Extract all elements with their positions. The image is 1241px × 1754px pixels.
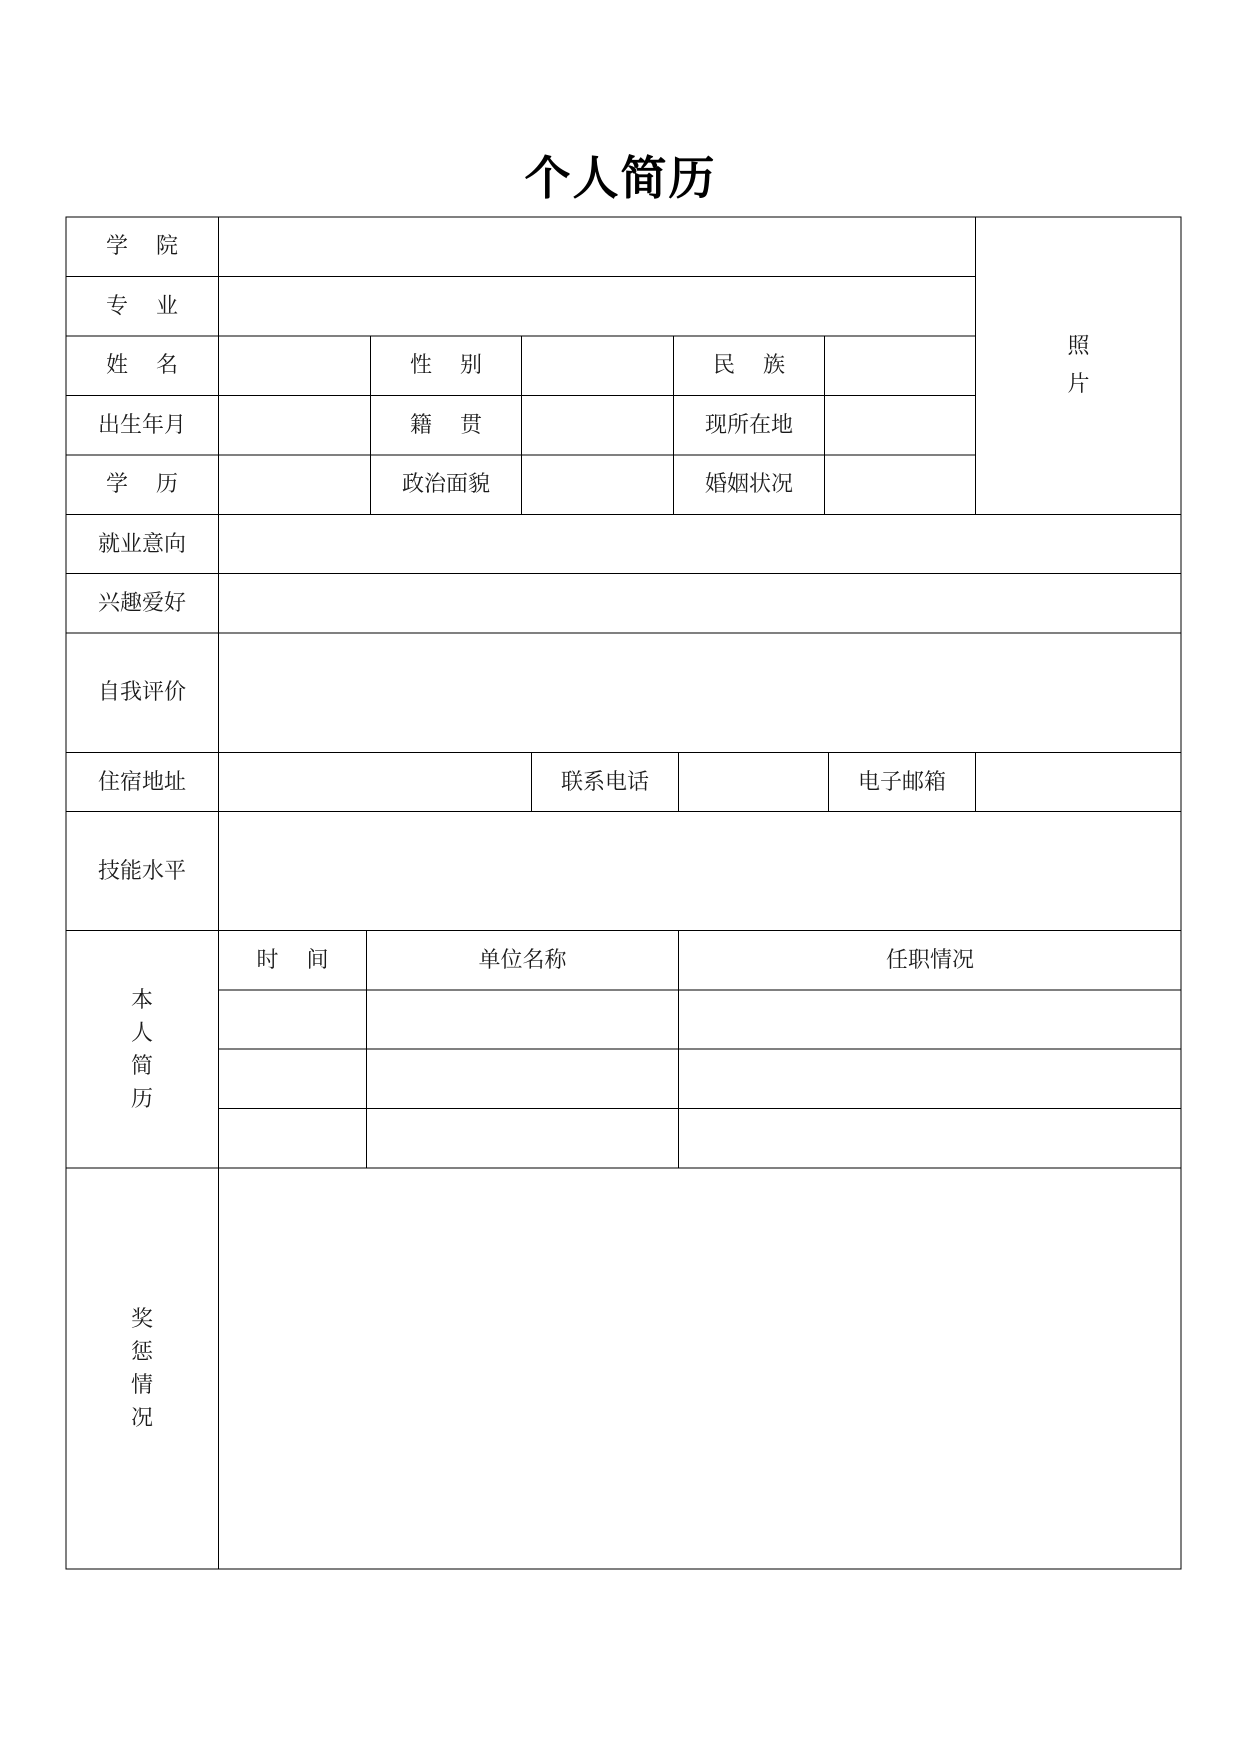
label-self-eval: 自我评价 (97, 680, 186, 705)
field-email[interactable] (976, 753, 1181, 811)
label-skills: 技能水平 (97, 858, 186, 884)
label-marital: 婚姻状况 (704, 472, 793, 497)
resume-header-time: 时 间 (256, 948, 329, 973)
label-gender: 性 别 (410, 353, 482, 378)
label-native-place: 籍 贯 (410, 413, 482, 438)
field-political[interactable] (522, 455, 673, 514)
resume-row-3-time[interactable] (219, 1109, 366, 1168)
field-job-intent[interactable] (219, 515, 1181, 573)
label-education: 学 历 (106, 472, 178, 497)
resume-row-2-org[interactable] (367, 1049, 678, 1108)
field-marital[interactable] (825, 455, 975, 514)
label-email: 电子邮箱 (857, 769, 946, 795)
label-location: 现所在地 (704, 413, 793, 438)
field-skills[interactable] (219, 812, 1181, 930)
page-title: 个人简历 (524, 151, 717, 205)
label-birth: 出生年月 (97, 413, 186, 438)
label-ethnicity: 民 族 (713, 353, 785, 378)
field-self-eval[interactable] (219, 633, 1181, 752)
field-hobbies[interactable] (219, 574, 1181, 633)
label-name: 姓 名 (106, 353, 178, 378)
label-job-intent: 就业意向 (97, 531, 186, 557)
field-phone[interactable] (679, 753, 828, 811)
resume-row-3-position[interactable] (679, 1109, 1181, 1168)
resume-row-1-org[interactable] (367, 990, 678, 1049)
label-major: 专 业 (106, 294, 178, 319)
label-phone: 联系电话 (560, 769, 649, 795)
resume-header-position: 任职情况 (885, 948, 974, 973)
field-college[interactable] (219, 217, 975, 276)
field-name[interactable] (219, 336, 370, 395)
resume-row-2-position[interactable] (679, 1049, 1181, 1108)
label-college: 学 院 (106, 234, 178, 259)
field-address[interactable] (219, 753, 531, 811)
field-native-place[interactable] (522, 396, 673, 455)
field-ethnicity[interactable] (825, 336, 975, 395)
label-awards: 奖 惩 情 况 (130, 1306, 153, 1431)
resume-row-1-time[interactable] (219, 990, 366, 1049)
label-address: 住宿地址 (97, 769, 186, 795)
resume-header-org: 单位名称 (478, 948, 567, 973)
label-political: 政治面貌 (401, 472, 490, 497)
field-location[interactable] (825, 396, 975, 455)
field-gender[interactable] (522, 336, 673, 395)
label-resume: 本 人 简 历 (130, 987, 153, 1112)
resume-row-3-org[interactable] (367, 1109, 678, 1168)
resume-row-2-time[interactable] (219, 1049, 366, 1108)
resume-row-1-position[interactable] (679, 990, 1181, 1049)
label-photo: 照 片 (1067, 333, 1090, 397)
field-education[interactable] (219, 455, 370, 514)
field-birth[interactable] (219, 396, 370, 455)
field-awards[interactable] (219, 1168, 1181, 1569)
label-hobbies: 兴趣爱好 (97, 591, 186, 616)
field-major[interactable] (219, 277, 975, 336)
